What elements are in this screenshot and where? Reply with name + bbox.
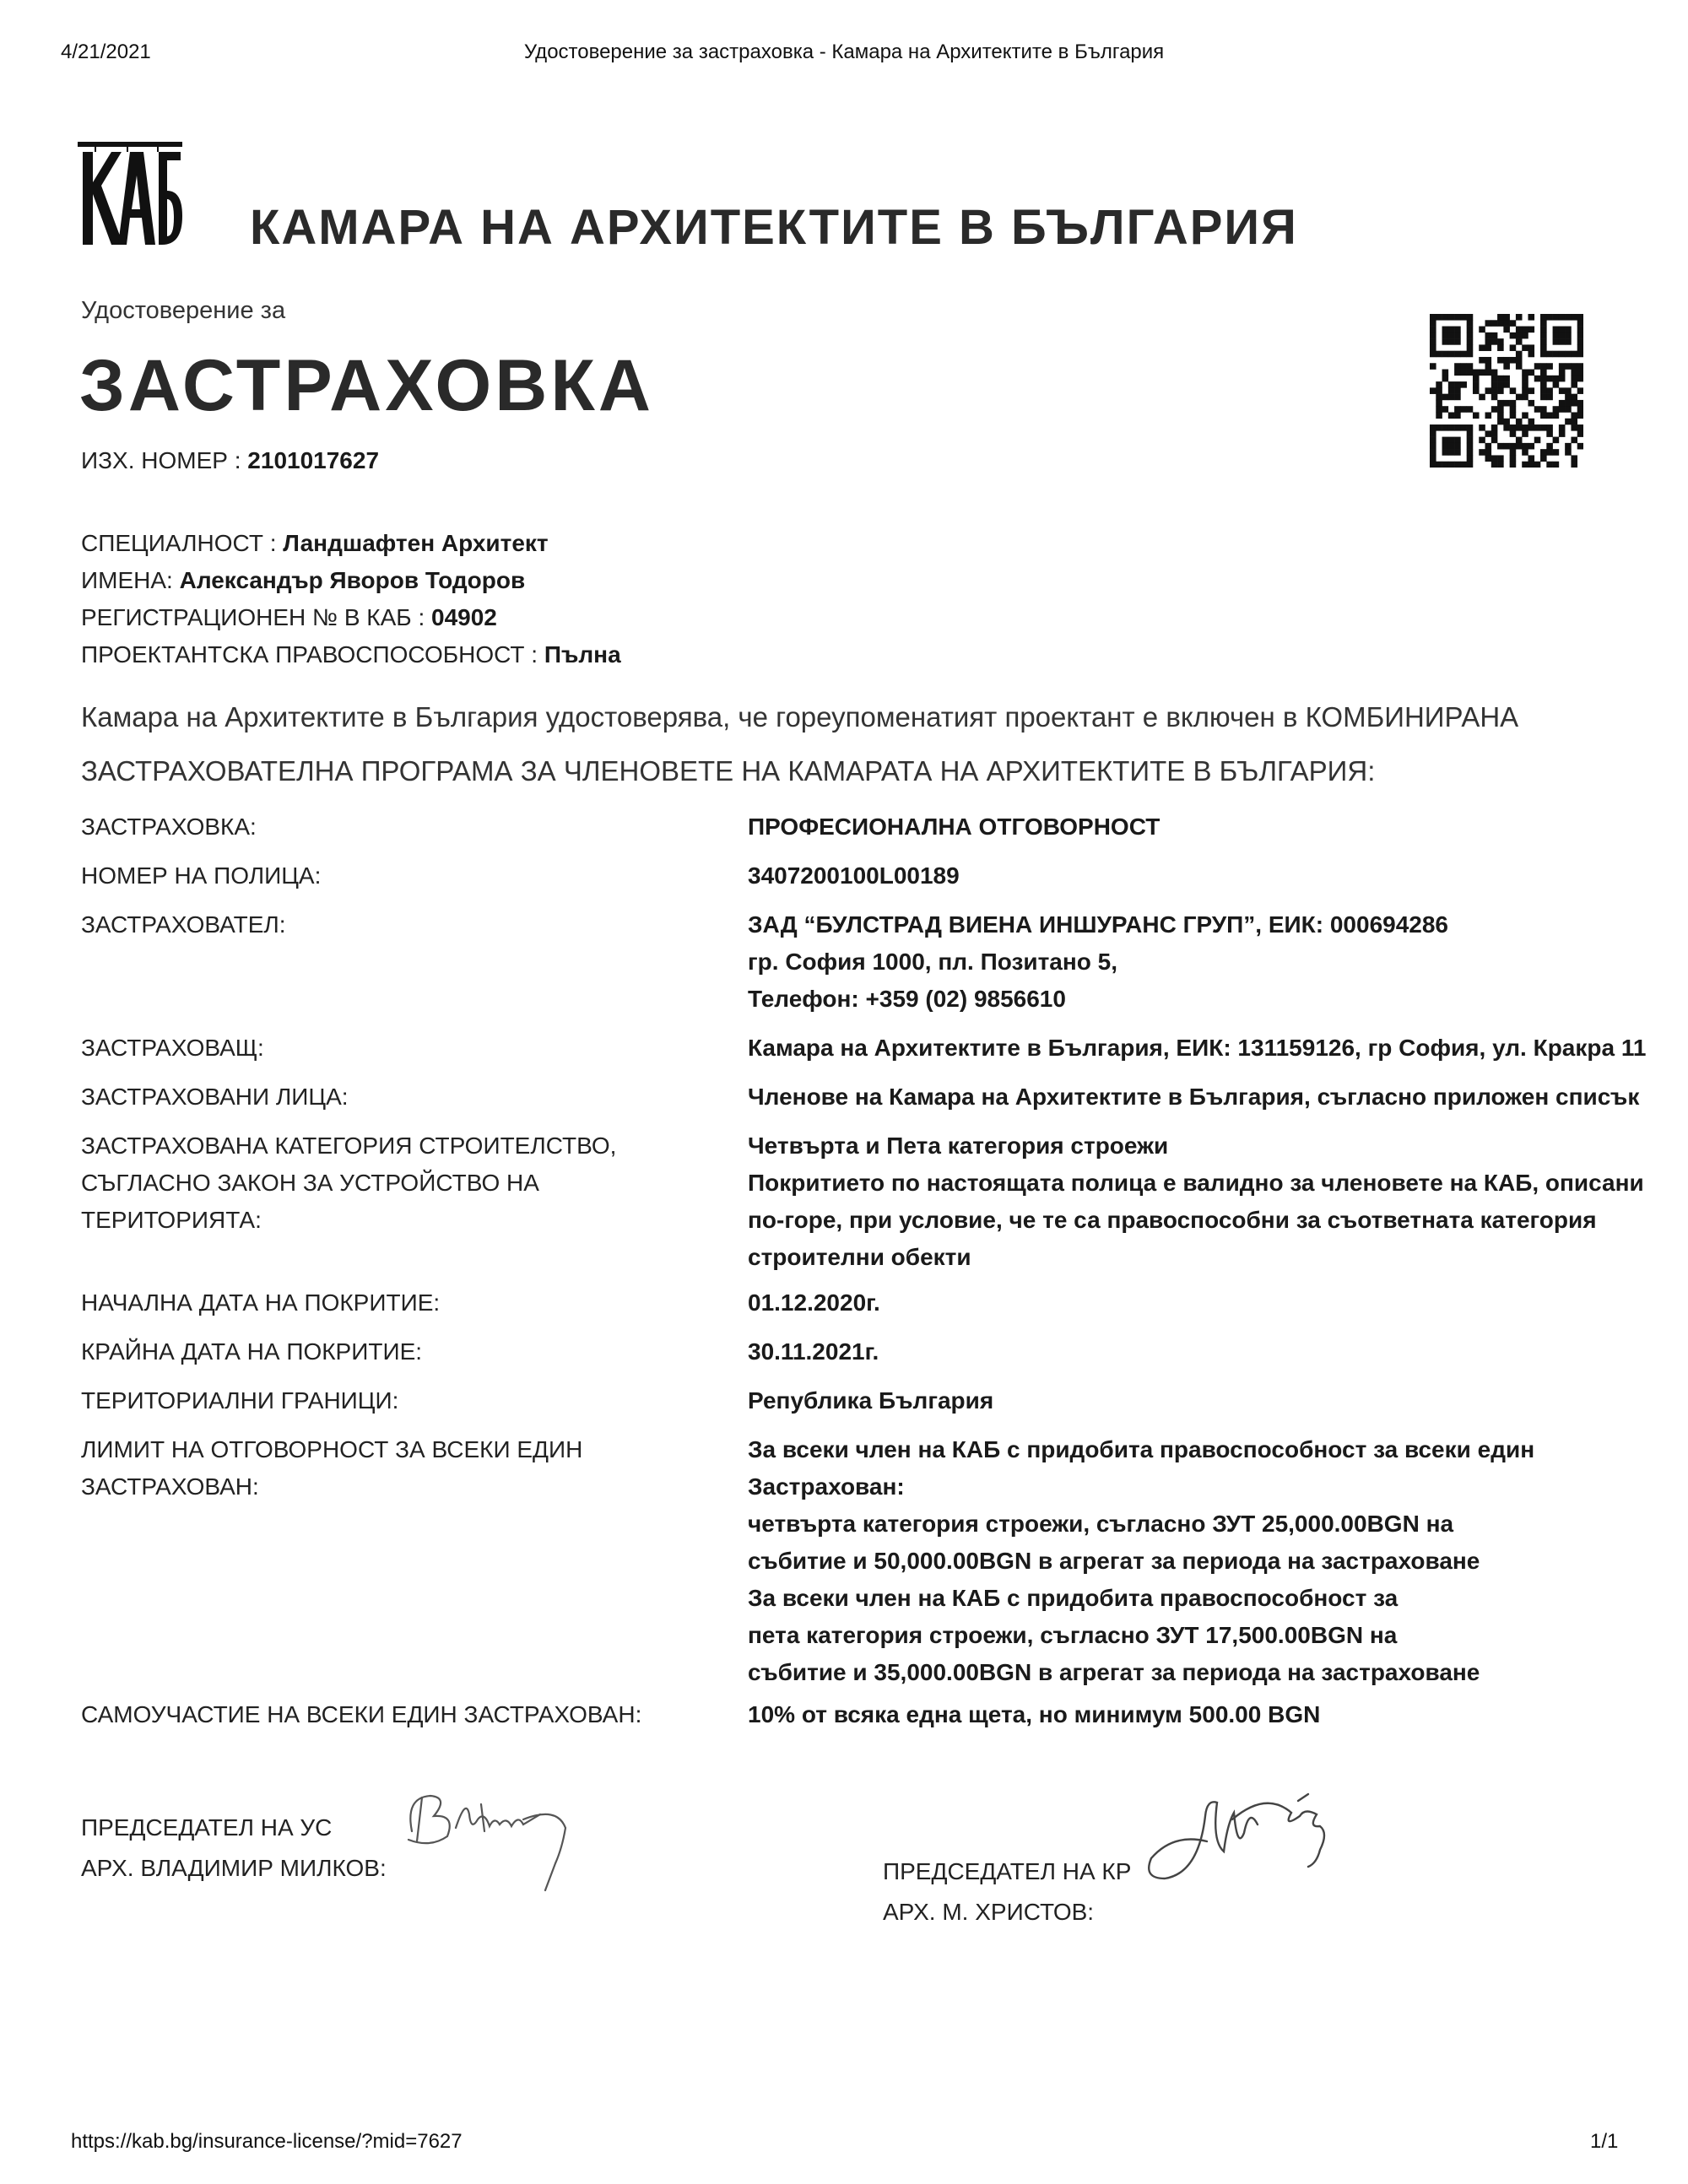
detail-row-value-line: по-горе, при условие, че те са правоспособни за съответната категория: [748, 1207, 1597, 1233]
qr-code: [1430, 314, 1583, 468]
detail-row-value-line: 10% от всяка една щета, но минимум 500.00 BGN: [748, 1701, 1321, 1727]
signature-left-image: [397, 1764, 582, 1899]
detail-row-value-line: ПРОФЕСИОНАЛНА ОТГОВОРНОСТ: [748, 814, 1160, 840]
detail-row-value: [748, 1284, 1626, 1322]
detail-row-value-line: Покритието по настоящата полица е валидно за членовете на КАБ, описани: [748, 1170, 1644, 1196]
capacity-value: Пълна: [544, 641, 621, 668]
detail-row-label: [81, 857, 722, 895]
detail-row-label-line: ЗАСТРАХОВКА:: [81, 814, 257, 840]
detail-row-label-line: НОМЕР НА ПОЛИЦА:: [81, 862, 322, 889]
registration-label: РЕГИСТРАЦИОНЕН № В КАБ :: [81, 604, 431, 630]
detail-row-label-line: ЗАСТРАХОВАН:: [81, 1473, 259, 1500]
person-details: [81, 525, 621, 673]
detail-row-label: [81, 1431, 722, 1506]
print-date: 4/21/2021: [61, 41, 151, 63]
detail-row-value-line: събитие и 35,000.00BGN в агрегат за периода на застраховане: [748, 1659, 1480, 1685]
detail-row-value-line: ЗАД “БУЛСТРАД ВИЕНА ИНШУРАНС ГРУП”, ЕИК: 000694286: [748, 911, 1449, 938]
names-value: Александър Яворов Тодоров: [179, 567, 526, 593]
detail-row-value-line: Камара на Архитектите в България, ЕИК: 131159126, гр София, ул. Кракра 11: [748, 1035, 1647, 1061]
chairman-control-name: АРХ. М. ХРИСТОВ:: [883, 1899, 1095, 1925]
detail-row-value: [748, 1030, 1647, 1067]
detail-row-value-line: събитие и 50,000.00BGN в агрегат за периода на застраховане: [748, 1548, 1480, 1574]
kab-logo: [78, 142, 182, 246]
detail-row-label: [81, 1333, 722, 1370]
chairman-board-name: АРХ. ВЛАДИМИР МИЛКОВ:: [81, 1855, 387, 1881]
qr-code-graphic: [1430, 314, 1583, 468]
names-label: ИМЕНА:: [81, 567, 180, 593]
capacity-line: [81, 636, 621, 673]
detail-row-label-line: ЗАСТРАХОВАЩ:: [81, 1035, 264, 1061]
capacity-label: ПРОЕКТАНТСКА ПРАВОСПОСОБНОСТ :: [81, 641, 544, 668]
chairman-board-title: ПРЕДСЕДАТЕЛ НА УС: [81, 1814, 333, 1841]
registration-line: [81, 599, 621, 636]
detail-row-value-line: 01.12.2020г.: [748, 1289, 880, 1316]
doc-subtitle: Удостоверение за: [81, 297, 286, 324]
registration-value: 04902: [431, 604, 497, 630]
ref-number-label: ИЗХ. НОМЕР :: [81, 447, 248, 473]
detail-row-label: [81, 1382, 722, 1419]
detail-row-label: [81, 906, 722, 943]
signature-left-graphic: [397, 1764, 582, 1899]
names-line: [81, 562, 621, 599]
signature-right-label: [883, 1852, 1131, 1933]
detail-row-value: [748, 906, 1626, 1018]
detail-row-value-line: четвърта категория строежи, съгласно ЗУТ 25,000.00BGN на: [748, 1511, 1454, 1537]
detail-row-value-line: 30.11.2021г.: [748, 1338, 879, 1365]
intro-statement: [81, 690, 1668, 798]
specialty-line: [81, 525, 621, 562]
intro-line-2: ЗАСТРАХОВАТЕЛНА ПРОГРАМА ЗА ЧЛЕНОВЕТЕ НА КАМАРАТА НА АРХИТЕКТИТЕ В БЪЛГАРИЯ:: [81, 755, 1376, 787]
detail-row-value-line: За всеки член на КАБ с придобита правоспособност за всеки един: [748, 1436, 1535, 1462]
detail-row-label-line: ТЕРИТОРИАЛНИ ГРАНИЦИ:: [81, 1387, 399, 1414]
detail-row-label-line: ЗАСТРАХОВАТЕЛ:: [81, 911, 286, 938]
detail-row-value: [748, 1431, 1626, 1691]
ref-number-value: 2101017627: [247, 447, 380, 473]
detail-row-value-line: За всеки член на КАБ с придобита правоспособност за: [748, 1585, 1399, 1611]
doc-title: ЗАСТРАХОВКА: [79, 345, 654, 426]
detail-row-value: [748, 857, 1626, 895]
detail-row-label: [81, 1078, 722, 1116]
detail-row-label: [81, 1127, 722, 1239]
detail-row-value: [748, 1078, 1640, 1116]
signature-left-label: [81, 1808, 387, 1889]
detail-row-value-line: пета категория строежи, съгласно ЗУТ 17,500.00BGN на: [748, 1622, 1398, 1648]
detail-row-value-line: строителни обекти: [748, 1244, 971, 1270]
print-page-title: Удостоверение за застраховка - Камара на Архитектите в България: [523, 41, 1165, 63]
kab-logo-graphic: [78, 142, 182, 246]
detail-row-label-line: КРАЙНА ДАТА НА ПОКРИТИЕ:: [81, 1338, 423, 1365]
detail-row-label: [81, 1284, 722, 1322]
detail-row-label: [81, 1030, 722, 1067]
detail-row-value: [748, 1333, 1626, 1370]
print-url: https://kab.bg/insurance-license/?mid=7627: [71, 2130, 463, 2153]
print-page-count: 1/1: [1590, 2130, 1619, 2153]
detail-row-label-line: НАЧАЛНА ДАТА НА ПОКРИТИЕ:: [81, 1289, 441, 1316]
detail-row-label-line: САМОУЧАСТИЕ НА ВСЕКИ ЕДИН ЗАСТРАХОВАН:: [81, 1701, 642, 1727]
detail-row-value: [748, 1696, 1626, 1733]
detail-row-label-line: СЪГЛАСНО ЗАКОН ЗА УСТРОЙСТВО НА ТЕРИТОРИЯТА:: [81, 1170, 539, 1233]
detail-row-value: [748, 808, 1626, 846]
detail-row-value-line: 3407200100L00189: [748, 862, 960, 889]
detail-row-value-line: Република България: [748, 1387, 994, 1414]
signature-right-graphic: [1139, 1782, 1334, 1909]
ref-number: [81, 447, 379, 474]
detail-row-label-line: ЛИМИТ НА ОТГОВОРНОСТ ЗА ВСЕКИ ЕДИН: [81, 1436, 583, 1462]
intro-line-1: Камара на Архитектите в България удостоверява, че гореупоменатият проектант е включен в КОМБИНИРАНА: [81, 701, 1519, 733]
detail-row-value-line: Застрахован:: [748, 1473, 905, 1500]
specialty-value: Ландшафтен Архитект: [283, 530, 549, 556]
detail-row-label: [81, 1696, 722, 1733]
detail-row-value: [748, 1127, 1644, 1276]
detail-row-label-line: ЗАСТРАХОВАНИ ЛИЦА:: [81, 1084, 349, 1110]
detail-row-value-line: Членове на Камара на Архитектите в България, съгласно приложен списък: [748, 1084, 1640, 1110]
detail-row-value: [748, 1382, 1626, 1419]
detail-row-label: [81, 808, 722, 846]
chairman-control-title: ПРЕДСЕДАТЕЛ НА КР: [883, 1858, 1132, 1884]
signature-right-image: [1139, 1782, 1334, 1909]
detail-row-value-line: гр. София 1000, пл. Позитано 5,: [748, 949, 1118, 975]
specialty-label: СПЕЦИАЛНОСТ :: [81, 530, 284, 556]
detail-row-value-line: Телефон: +359 (02) 9856610: [748, 986, 1066, 1012]
detail-row-label-line: ЗАСТРАХОВАНА КАТЕГОРИЯ СТРОИТЕЛСТВО,: [81, 1133, 617, 1159]
detail-row-value-line: Четвърта и Пета категория строежи: [748, 1133, 1169, 1159]
org-name: КАМАРА НА АРХИТЕКТИТЕ В БЪЛГАРИЯ: [250, 200, 1298, 255]
